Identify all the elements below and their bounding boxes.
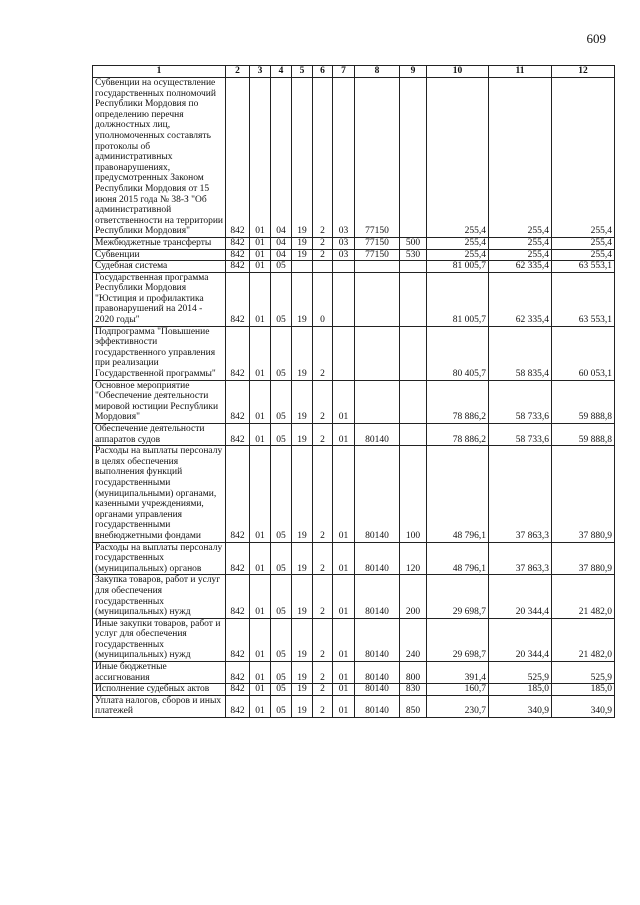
- row-name-cell: Обеспечение деятельности аппаратов судов: [93, 424, 226, 446]
- row-cell-c8: [355, 326, 400, 380]
- row-cell-c5: 19: [292, 662, 313, 684]
- row-name-cell: Субвенции на осуществление государственных полномочий Республики Мордовия по определению перечня должностных лиц, уполномоченных составлять протоколы об административных правонарушениях, предусмотренных Законом Республики Мордовия от 15 июня 2015 года № 38-З "Об административной ответственности на территории Республики Мордовия": [93, 78, 226, 238]
- row-cell-c6: [313, 261, 333, 273]
- row-cell-c11: 58 835,4: [489, 326, 552, 380]
- row-cell-c7: 01: [333, 380, 355, 423]
- row-cell-c3: 01: [250, 446, 271, 542]
- column-header: 3: [250, 66, 271, 78]
- row-cell-c10: 48 796,1: [427, 446, 489, 542]
- row-cell-c7: 01: [333, 542, 355, 575]
- row-cell-c9: [400, 326, 427, 380]
- row-cell-c12: 63 553,1: [552, 272, 615, 326]
- row-cell-c7: [333, 261, 355, 273]
- table-row: [93, 424, 615, 446]
- row-cell-c7: 01: [333, 446, 355, 542]
- row-cell-c6: 2: [313, 542, 333, 575]
- row-cell-c2: 842: [226, 424, 250, 446]
- row-cell-c6: 2: [313, 575, 333, 618]
- row-cell-c10: 255,4: [427, 237, 489, 249]
- row-cell-c2: 842: [226, 78, 250, 238]
- row-cell-c9: [400, 78, 427, 238]
- column-header: 6: [313, 66, 333, 78]
- row-cell-c6: 2: [313, 380, 333, 423]
- row-cell-c2: 842: [226, 446, 250, 542]
- row-name-cell: Закупка товаров, работ и услуг для обеспечения государственных (муниципальных) нужд: [93, 575, 226, 618]
- row-name-cell: Иные бюджетные ассигнования: [93, 662, 226, 684]
- row-cell-c4: 05: [271, 542, 292, 575]
- row-cell-c12: 59 888,8: [552, 424, 615, 446]
- row-cell-c8: 80140: [355, 662, 400, 684]
- row-cell-c5: 19: [292, 446, 313, 542]
- row-cell-c7: 01: [333, 618, 355, 661]
- row-cell-c11: 525,9: [489, 662, 552, 684]
- row-cell-c5: 19: [292, 424, 313, 446]
- row-cell-c4: 05: [271, 446, 292, 542]
- row-cell-c4: 05: [271, 662, 292, 684]
- row-cell-c9: [400, 261, 427, 273]
- row-cell-c10: 391,4: [427, 662, 489, 684]
- row-cell-c10: 78 886,2: [427, 424, 489, 446]
- row-cell-c5: 19: [292, 542, 313, 575]
- column-header: 10: [427, 66, 489, 78]
- row-cell-c11: 20 344,4: [489, 618, 552, 661]
- row-cell-c5: 19: [292, 326, 313, 380]
- row-cell-c3: 01: [250, 424, 271, 446]
- row-name-cell: Расходы на выплаты персоналу в целях обеспечения выполнения функций государственными (муниципальными) органами, казенными учреждениями, органами управления государственными внебюджетными фондами: [93, 446, 226, 542]
- row-cell-c9: 850: [400, 695, 427, 717]
- row-cell-c9: 120: [400, 542, 427, 575]
- row-cell-c11: 20 344,4: [489, 575, 552, 618]
- row-name-cell: Уплата налогов, сборов и иных платежей: [93, 695, 226, 717]
- row-cell-c10: 230,7: [427, 695, 489, 717]
- row-cell-c4: 05: [271, 684, 292, 696]
- row-cell-c6: 2: [313, 446, 333, 542]
- row-cell-c11: 185,0: [489, 684, 552, 696]
- row-cell-c5: 19: [292, 695, 313, 717]
- column-header: 11: [489, 66, 552, 78]
- row-cell-c12: 59 888,8: [552, 380, 615, 423]
- row-cell-c6: 2: [313, 237, 333, 249]
- row-cell-c12: 63 553,1: [552, 261, 615, 273]
- row-cell-c5: 19: [292, 78, 313, 238]
- row-cell-c4: 05: [271, 618, 292, 661]
- row-cell-c3: 01: [250, 695, 271, 717]
- row-cell-c2: 842: [226, 237, 250, 249]
- row-cell-c12: 255,4: [552, 249, 615, 261]
- table-row: [93, 575, 615, 618]
- row-cell-c8: 77150: [355, 237, 400, 249]
- row-cell-c2: 842: [226, 249, 250, 261]
- row-cell-c7: 01: [333, 684, 355, 696]
- row-cell-c7: 01: [333, 695, 355, 717]
- row-cell-c5: 19: [292, 380, 313, 423]
- row-cell-c11: 58 733,6: [489, 380, 552, 423]
- row-cell-c7: 01: [333, 662, 355, 684]
- row-cell-c11: 255,4: [489, 78, 552, 238]
- row-cell-c8: 80140: [355, 424, 400, 446]
- row-cell-c6: 2: [313, 662, 333, 684]
- row-cell-c4: 05: [271, 326, 292, 380]
- row-cell-c2: 842: [226, 695, 250, 717]
- row-cell-c6: 2: [313, 78, 333, 238]
- row-cell-c2: 842: [226, 380, 250, 423]
- row-cell-c4: 04: [271, 78, 292, 238]
- table-row: [93, 542, 615, 575]
- row-cell-c9: [400, 424, 427, 446]
- row-cell-c9: 240: [400, 618, 427, 661]
- row-cell-c8: [355, 272, 400, 326]
- row-cell-c7: [333, 326, 355, 380]
- row-cell-c5: 19: [292, 618, 313, 661]
- row-cell-c12: 21 482,0: [552, 575, 615, 618]
- row-name-cell: Судебная система: [93, 261, 226, 273]
- row-cell-c3: 01: [250, 618, 271, 661]
- row-cell-c2: 842: [226, 542, 250, 575]
- row-cell-c10: 29 698,7: [427, 618, 489, 661]
- table-row: [93, 272, 615, 326]
- row-name-cell: Иные закупки товаров, работ и услуг для обеспечения государственных (муниципальных) нужд: [93, 618, 226, 661]
- column-header: 5: [292, 66, 313, 78]
- row-cell-c12: 255,4: [552, 237, 615, 249]
- row-cell-c9: 530: [400, 249, 427, 261]
- row-cell-c4: 05: [271, 380, 292, 423]
- row-cell-c3: 01: [250, 237, 271, 249]
- row-cell-c8: 77150: [355, 249, 400, 261]
- row-cell-c10: 80 405,7: [427, 326, 489, 380]
- row-cell-c6: 2: [313, 684, 333, 696]
- row-name-cell: Субвенции: [93, 249, 226, 261]
- row-cell-c11: 58 733,6: [489, 424, 552, 446]
- row-cell-c9: 830: [400, 684, 427, 696]
- row-cell-c7: 01: [333, 424, 355, 446]
- row-cell-c3: 01: [250, 684, 271, 696]
- row-cell-c10: 81 005,7: [427, 272, 489, 326]
- table-row: [93, 261, 615, 273]
- row-cell-c10: 29 698,7: [427, 575, 489, 618]
- table-row: [93, 662, 615, 684]
- table-header-row: [93, 66, 615, 78]
- row-cell-c9: 200: [400, 575, 427, 618]
- column-header: 4: [271, 66, 292, 78]
- row-cell-c6: 2: [313, 424, 333, 446]
- row-name-cell: Основное мероприятие "Обеспечение деятельности мировой юстиции Республики Мордовия": [93, 380, 226, 423]
- column-header: 2: [226, 66, 250, 78]
- row-cell-c5: [292, 261, 313, 273]
- row-cell-c8: [355, 380, 400, 423]
- row-cell-c5: 19: [292, 249, 313, 261]
- table-row: [93, 78, 615, 238]
- row-cell-c2: 842: [226, 272, 250, 326]
- row-cell-c6: 2: [313, 618, 333, 661]
- row-cell-c11: 340,9: [489, 695, 552, 717]
- row-cell-c5: 19: [292, 684, 313, 696]
- table-row: [93, 326, 615, 380]
- row-cell-c12: 255,4: [552, 78, 615, 238]
- table-row: [93, 237, 615, 249]
- column-header: 7: [333, 66, 355, 78]
- column-header: 9: [400, 66, 427, 78]
- row-cell-c10: 78 886,2: [427, 380, 489, 423]
- row-cell-c5: 19: [292, 272, 313, 326]
- row-cell-c2: 842: [226, 261, 250, 273]
- row-cell-c6: 0: [313, 272, 333, 326]
- table-row: [93, 695, 615, 717]
- row-cell-c8: 80140: [355, 618, 400, 661]
- row-cell-c5: 19: [292, 237, 313, 249]
- row-cell-c2: 842: [226, 618, 250, 661]
- row-cell-c3: 01: [250, 272, 271, 326]
- row-cell-c11: 37 863,3: [489, 446, 552, 542]
- column-header: 1: [93, 66, 226, 78]
- row-cell-c4: 05: [271, 272, 292, 326]
- row-cell-c9: [400, 380, 427, 423]
- row-cell-c9: 800: [400, 662, 427, 684]
- row-cell-c6: 2: [313, 249, 333, 261]
- row-cell-c3: 01: [250, 380, 271, 423]
- row-cell-c12: 37 880,9: [552, 542, 615, 575]
- row-cell-c11: 62 335,4: [489, 261, 552, 273]
- page-number: 609: [586, 31, 606, 46]
- row-cell-c4: 04: [271, 237, 292, 249]
- table-row: [93, 249, 615, 261]
- row-name-cell: Межбюджетные трансферты: [93, 237, 226, 249]
- row-cell-c8: 77150: [355, 78, 400, 238]
- row-cell-c10: 255,4: [427, 249, 489, 261]
- column-header: 12: [552, 66, 615, 78]
- row-cell-c2: 842: [226, 684, 250, 696]
- row-cell-c2: 842: [226, 326, 250, 380]
- table-row: [93, 446, 615, 542]
- row-cell-c3: 01: [250, 575, 271, 618]
- row-cell-c8: 80140: [355, 542, 400, 575]
- table-row: [93, 684, 615, 696]
- row-cell-c3: 01: [250, 662, 271, 684]
- row-cell-c3: 01: [250, 542, 271, 575]
- row-cell-c9: [400, 272, 427, 326]
- row-cell-c9: 500: [400, 237, 427, 249]
- table-row: [93, 618, 615, 661]
- row-cell-c6: 2: [313, 326, 333, 380]
- budget-table: [92, 65, 615, 718]
- row-cell-c4: 05: [271, 695, 292, 717]
- row-cell-c11: 37 863,3: [489, 542, 552, 575]
- row-cell-c6: 2: [313, 695, 333, 717]
- row-cell-c8: 80140: [355, 575, 400, 618]
- row-cell-c3: 01: [250, 261, 271, 273]
- row-cell-c5: 19: [292, 575, 313, 618]
- row-cell-c7: 03: [333, 249, 355, 261]
- row-name-cell: Подпрограмма "Повышение эффективности государственного управления при реализации Государственной программы": [93, 326, 226, 380]
- row-cell-c12: 525,9: [552, 662, 615, 684]
- row-name-cell: Расходы на выплаты персоналу государственных (муниципальных) органов: [93, 542, 226, 575]
- row-cell-c8: [355, 261, 400, 273]
- row-cell-c4: 05: [271, 575, 292, 618]
- row-name-cell: Государственная программа Республики Мордовия "Юстиция и профилактика правонарушений на 2014 - 2020 годы": [93, 272, 226, 326]
- row-cell-c12: 185,0: [552, 684, 615, 696]
- row-cell-c4: 05: [271, 424, 292, 446]
- row-cell-c10: 81 005,7: [427, 261, 489, 273]
- row-cell-c10: 48 796,1: [427, 542, 489, 575]
- row-cell-c7: 03: [333, 237, 355, 249]
- row-cell-c7: 01: [333, 575, 355, 618]
- row-cell-c8: 80140: [355, 695, 400, 717]
- row-cell-c12: 37 880,9: [552, 446, 615, 542]
- row-cell-c3: 01: [250, 326, 271, 380]
- table-row: [93, 380, 615, 423]
- row-cell-c7: [333, 272, 355, 326]
- row-cell-c7: 03: [333, 78, 355, 238]
- row-cell-c12: 60 053,1: [552, 326, 615, 380]
- row-cell-c3: 01: [250, 249, 271, 261]
- row-cell-c3: 01: [250, 78, 271, 238]
- row-name-cell: Исполнение судебных актов: [93, 684, 226, 696]
- row-cell-c4: 05: [271, 261, 292, 273]
- column-header: 8: [355, 66, 400, 78]
- row-cell-c10: 160,7: [427, 684, 489, 696]
- row-cell-c8: 80140: [355, 684, 400, 696]
- row-cell-c11: 255,4: [489, 237, 552, 249]
- row-cell-c2: 842: [226, 575, 250, 618]
- row-cell-c11: 255,4: [489, 249, 552, 261]
- row-cell-c9: 100: [400, 446, 427, 542]
- row-cell-c8: 80140: [355, 446, 400, 542]
- row-cell-c4: 04: [271, 249, 292, 261]
- row-cell-c10: 255,4: [427, 78, 489, 238]
- row-cell-c2: 842: [226, 662, 250, 684]
- row-cell-c12: 21 482,0: [552, 618, 615, 661]
- row-cell-c12: 340,9: [552, 695, 615, 717]
- row-cell-c11: 62 335,4: [489, 272, 552, 326]
